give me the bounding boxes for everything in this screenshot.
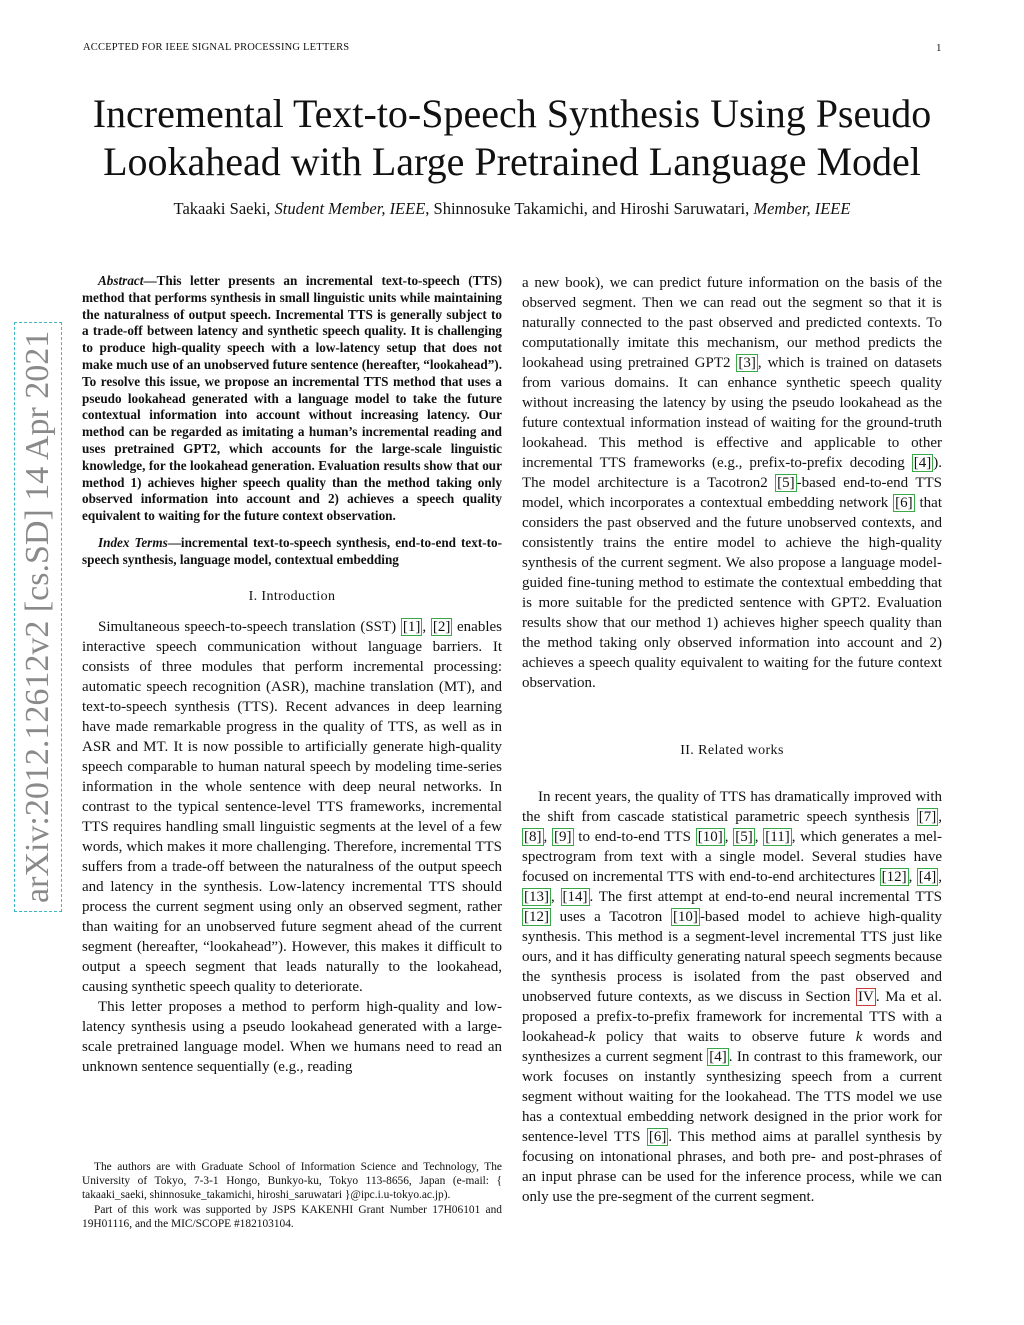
citation-link[interactable]: [5] [735, 829, 753, 845]
citation-link[interactable]: [5] [777, 475, 795, 491]
citation-link[interactable]: [2] [432, 618, 451, 635]
footnote-affiliation: The authors are with Graduate School of Information Science and Technology, The University of Tokyo, 7-3-1 Hongo, Bunkyo-ku, Tokyo 113-8656, Japan (e-mail: { takaaki_saeki, shinnosuke_takamichi, hiroshi_saruwatari }@ipc.i.u-tokyo.ac.jp). [82, 1161, 502, 1202]
citation-link[interactable]: [3] [738, 355, 756, 371]
intro-paragraph-2: This letter proposes a method to perform high-quality and low-latency synthesis using a pseudo lookahead generated with a large-scale pretrained language model. When we humans need to read an unknown sentence sequentially (e.g., reading [82, 998, 502, 1075]
abstract-label: Abstract [98, 273, 144, 288]
section-heading-related-works: II. Related works [680, 743, 784, 758]
citation-link[interactable]: [6] [648, 1129, 667, 1145]
citation-link[interactable]: [6] [895, 495, 913, 511]
index-terms-text: —incremental text-to-speech synthesis, end-to-end text-to-speech synthesis, language model, contextual embedding [82, 534, 502, 567]
left-column [82, 273, 502, 1077]
footnote-funding: Part of this work was supported by JSPS KAKENHI Grant Number 17H06101 and 19H01116, and the MIC/SCOPE #182103104. [82, 1203, 502, 1230]
title-line-2: Lookahead with Large Pretrained Language Model [103, 139, 921, 184]
index-terms-label: Index Terms [98, 534, 168, 550]
citation-link[interactable]: [1] [402, 618, 421, 635]
citation-link[interactable]: [13] [524, 889, 549, 905]
citation-link[interactable]: [11] [765, 829, 790, 845]
authors-2-3: , Shinnosuke Takamichi, and Hiroshi Saruwatari, [425, 199, 754, 218]
citation-link[interactable]: [7] [918, 809, 937, 825]
footnote [82, 1160, 502, 1231]
running-header: ACCEPTED FOR IEEE SIGNAL PROCESSING LETTERS [83, 42, 350, 53]
citation-link[interactable]: [10] [672, 909, 698, 925]
related-works-paragraph: In recent years, the quality of TTS has dramatically improved with the shift from cascade statistical parametric speech synthesis [7] , [8] , [9] to end-to-end TTS [10] , [5] , [11] , which generates a mel-spectrogram from text with a single model. Several studies have focused on incremental TTS with end-to-end architectures [12] , [4] , [13] , [14] . The first attempt at end-to-end neural incremental TTS [12] uses a Tacotron [10] -based model to achieve high-quality synthesis. This method is a segment-level incremental TTS just like ours, and it has difficulty generating natural speech segments because the synthesis process is isolated from the past observed and unobserved future contexts, as we discuss in Section IV . Ma et al. proposed a prefix-to-prefix framework for incremental TTS with a lookahead-k policy that waits to observe future k words and synthesizes a current segment [4] . In contrast to this framework, our work focuses on instantly synthesizing speech from a current segment without waiting for the lookahead. The TTS model we use has a contextual embedding network designed in the prior work for sentence-level TTS [6] . This method aims at parallel synthesis by focusing on intonational phrases, and both pre- and post-phrases of an input phrase can be used for the inference process, while we can only use the pre-segment of the current segment. [522, 789, 943, 1205]
citation-link[interactable]: [4] [709, 1049, 727, 1065]
page-number: 1 [936, 42, 942, 54]
title-line-1: Incremental Text-to-Speech Synthesis Using Pseudo [92, 91, 932, 136]
citation-link[interactable]: [14] [562, 889, 588, 905]
intro-paragraph-1: Simultaneous speech-to-speech translation (SST) [1] , [2] enables interactive speech communication without language barriers. It consists of three modules that perform incremental processing: automatic speech recognition (ASR), machine translation (MT), and text-to-speech synthesis (TTS). Recent advances in deep learning have made remarkable progress in the quality of TTS, as well as in ASR and MT. It is now possible to artificially generate high-quality speech comparable to human natural speech by modeling time-series information in the whole sentence with deep neural networks. In contrast to the typical sentence-level TTS frameworks, incremental TTS requires handling small linguistic segments at the level of a few words, which makes it more challenging. Therefore, incremental TTS suffers from a trade-off between the naturalness of the output speech and latency in the synthesis. Low-latency incremental TTS should process the current segment using only an observed segment, rather than waiting for an unobserved future segment ahead of the current segment (hereafter, “lookahead”). However, this makes it difficult to output a speech segment that leads naturally to the lookahead, causing synthetic speech quality to deteriorate. [82, 618, 502, 995]
arxiv-stamp[interactable]: arXiv:2012.12612v2 [cs.SD] 14 Apr 2021 [14, 322, 62, 912]
author-3-membership: Member, IEEE [753, 199, 851, 218]
citation-link[interactable]: [12] [881, 869, 907, 885]
paper-title [40, 90, 984, 186]
citation-link[interactable]: [8] [524, 829, 542, 845]
citation-link[interactable]: [12] [524, 909, 549, 925]
intro-paragraph-2-continued: a new book), we can predict future information on the basis of the observed segment. Then we can read out the segment so that it is naturally connected to the past observed and predicted contexts. To computationally imitate this mechanism, our method predicts the lookahead using pretrained GPT2 [3] , which is trained on datasets from various domains. It can enhance synthetic speech quality without increasing the latency by using the pseudo lookahead as the future contextual information instead of waiting for the ground-truth lookahead. This method is effective and applicable to other incremental TTS frameworks (e.g., prefix-to-prefix decoding [4] ). The model architecture is a Tacotron2 [5] -based end-to-end TTS model, which incorporates a contextual embedding network [6] that considers the past observed and the future unobserved contexts, and consistently trains the entire model to achieve the high-quality synthesis of the current segment. We also propose a language model-guided fine-tuning method to estimate the contextual embedding that is more suitable for the predicted sentence with GPT2. Evaluation results show that our method 1) achieves higher speech quality than the method taking only observed information into account and 2) achieves a speech quality equivalent to waiting for the future context observation. [522, 275, 943, 691]
citation-link[interactable]: [9] [554, 829, 572, 845]
author-1: Takaaki Saeki, [173, 199, 275, 218]
citation-link[interactable]: [10] [697, 829, 723, 845]
abstract-text: —This letter presents an incremental text-to-speech (TTS) method that performs synthesis in small linguistic units while maintaining the naturalness of output speech. Incremental TTS is generally subject to a trade-off between latency and synthetic speech quality. It is challenging to produce high-quality speech with a low-latency setup that does not make much use of an unobserved future sentence (hereafter, “lookahead”). To resolve this issue, we propose an incremental TTS method that uses a pseudo lookahead generated with a language model to take the future contextual information into account without increasing latency. Our method can be regarded as imitating a human’s incremental reading and uses pretrained GPT2, which accounts for the large-scale linguistic knowledge, for the lookahead generation. Evaluation results show that our method 1) achieves higher speech quality than the method taking only observed information into account and 2) achieves a speech quality equivalent to waiting for the future context observation. [82, 273, 502, 524]
abstract [82, 273, 502, 569]
section-heading-introduction: I. Introduction [248, 588, 336, 604]
author-1-membership: Student Member, IEEE [274, 199, 426, 218]
author-list [40, 199, 984, 219]
citation-link[interactable]: [4] [918, 869, 937, 885]
section-ref-link[interactable]: IV [858, 989, 874, 1005]
citation-link[interactable]: [4] [913, 455, 932, 471]
right-column [522, 273, 942, 1207]
